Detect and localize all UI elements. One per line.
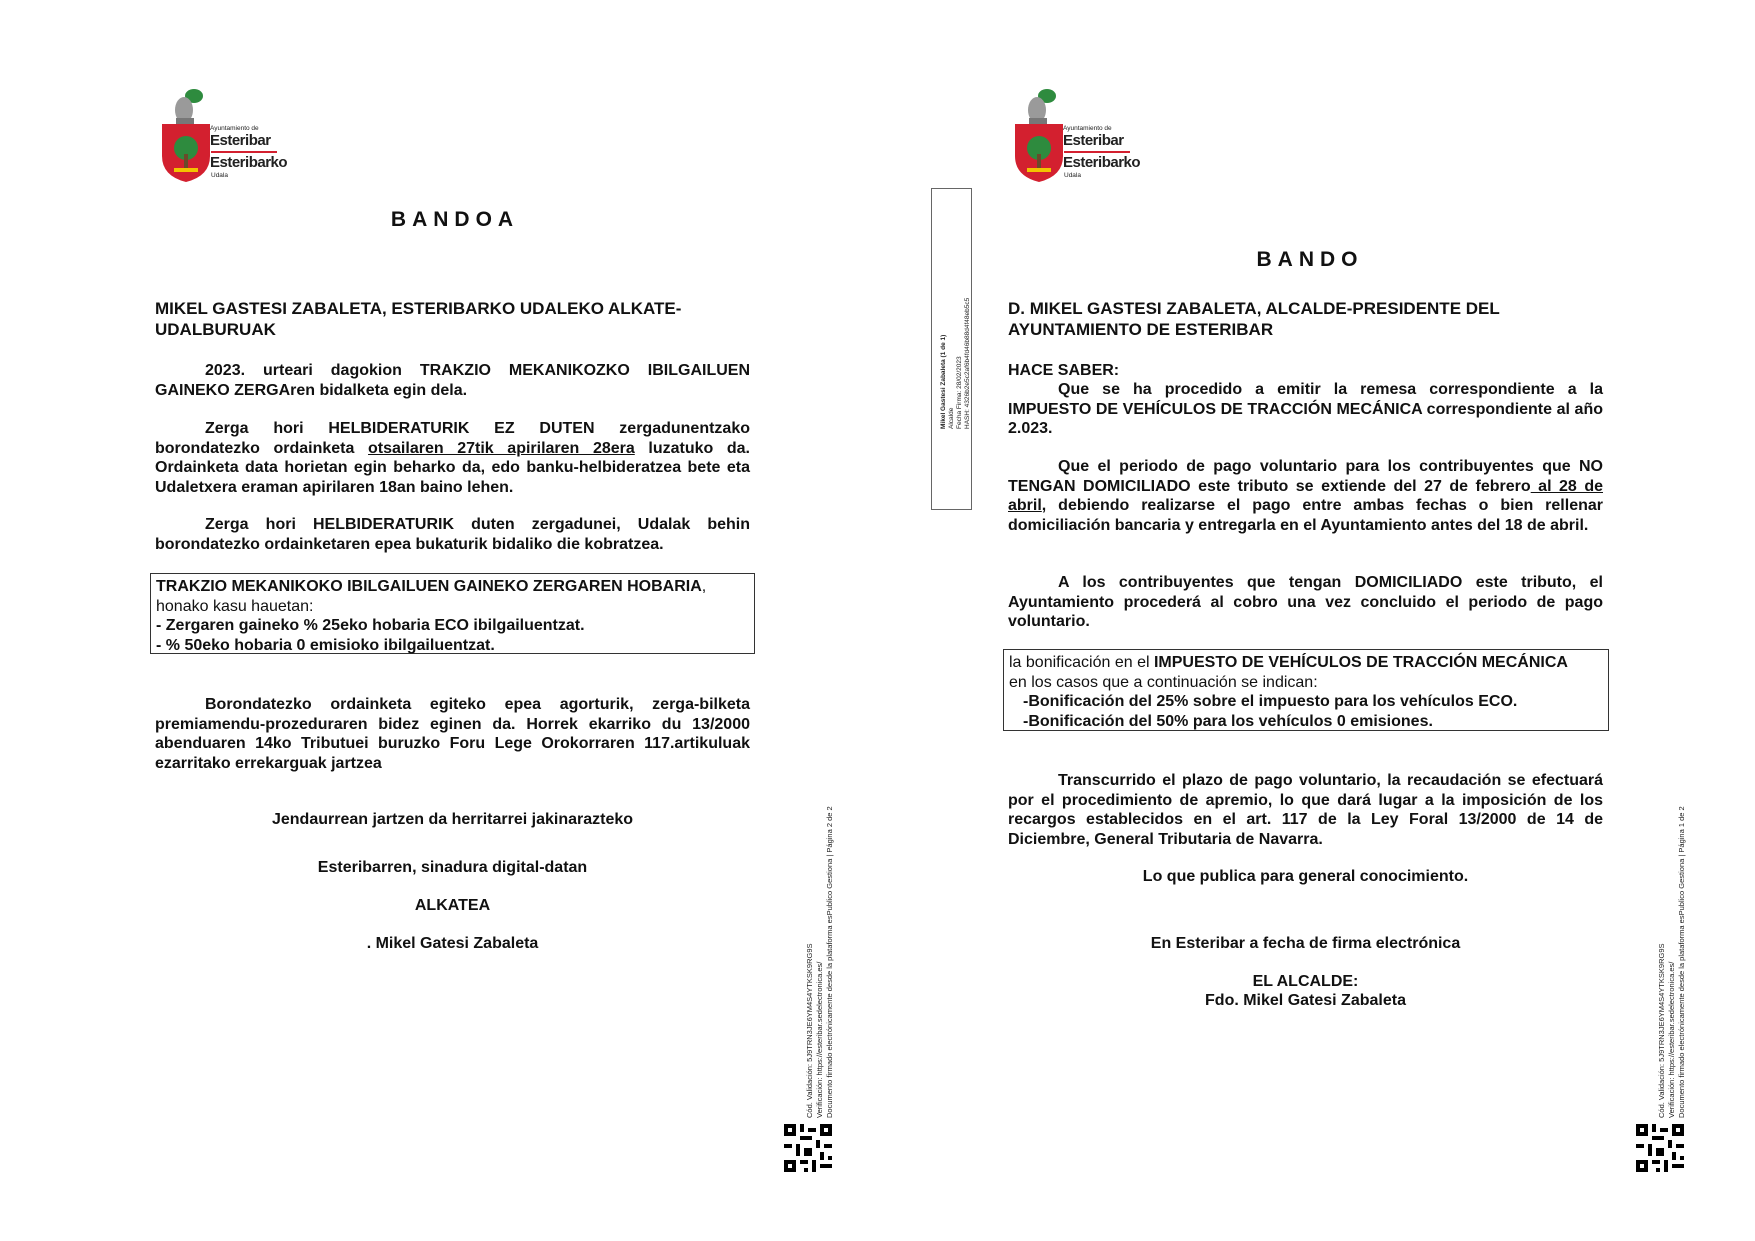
left-qr-code-icon <box>784 1124 832 1172</box>
stamp-role: Alcalde <box>948 407 955 429</box>
right-signatory-name: Fdo. Mikel Gatesi Zabaleta <box>1205 992 1406 1009</box>
signature-stamp <box>931 188 972 510</box>
right-closing-2: En Esteribar a fecha de firma electrónica <box>1150 935 1461 952</box>
left-heading: MIKEL GASTESI ZABALETA, ESTERIBARKO UDALEKO ALKATE-UDALBURUAK <box>155 299 682 339</box>
right-qr-code-icon <box>1636 1124 1684 1172</box>
logo-line1: Ayuntamiento de <box>210 125 259 132</box>
left-closing-1: Jendaurrean jartzen da herritarrei jakinarazteko <box>271 811 634 828</box>
right-paragraph-2: Que el periodo de pago voluntario para los contribuyentes que NO TENGAN DOMICILIADO este tributo se extiende del 27 de febrero al 28 de abril, debiendo realizarse el pago entre ambas fechas o bien rellenar domiciliación bancaria y entregarla en el Ayuntamiento antes del 18 de abril. <box>1008 458 1603 534</box>
right-paragraph-4: Transcurrido el plazo de pago voluntario, la recaudación se efectuará por el procedimiento de apremio, lo que dará lugar a la imposición de los recargos establecidos en el art. 117 de la Ley Foral 13/2000 de 14 de Diciembre, General Tributaria de Navarra. <box>1008 772 1603 848</box>
right-hace-saber: HACE SABER: <box>1008 362 1120 379</box>
right-heading: D. MIKEL GASTESI ZABALETA, ALCALDE-PRESIDENTE DEL AYUNTAMIENTO DE ESTERIBAR <box>1008 299 1500 339</box>
logo-line2: Esteribar <box>1063 132 1124 149</box>
right-paragraph-3: A los contribuyentes que tengan DOMICILIADO este tributo, el Ayuntamiento procederá al cobro una vez concluido el periodo de pago voluntario. <box>1008 574 1603 630</box>
logo-line3: Esteribarko <box>210 154 288 171</box>
left-paragraph-4: Borondatezko ordainketa egiteko epea agorturik, zerga-bilketa premiamendu-prozeduraren bidez eginen da. Horrek ekarriko du 13/2000 abenduaren 14ko Tributuei buruzko Foru Lege Orokorraren 117.artikuluak ezarritako errekarguak jartzea <box>155 696 750 772</box>
left-paragraph-1: 2023. urteari dagokion TRAKZIO MEKANIKOZKO IBILGAILUEN GAINEKO ZERGAren bidalketa egin dela. <box>155 362 750 399</box>
left-closing-2: Esteribarren, sinadura digital-datan <box>317 859 588 876</box>
right-bonus-box: la bonificación en el IMPUESTO DE VEHÍCULOS DE TRACCIÓN MECÁNICA en los casos que a continuación se indican: -Bonificación del 25% sobre el impuesto para los vehículos ECO. -Bonificación del 50% para los vehículos 0 emisiones. <box>1003 649 1609 731</box>
right-closing-1: Lo que publica para general conocimiento. <box>1142 868 1469 885</box>
stamp-hash: HASH: 4326b2e5c2af6b4fd46b88d4f48eb5c5 <box>964 297 971 429</box>
esteribar-logo-right <box>1013 88 1153 183</box>
coat-of-arms-icon <box>1013 88 1065 183</box>
left-page-title: BANDOA <box>390 208 520 231</box>
stamp-signer: Mikel Gastesi Zabaleta (1 de 1) <box>940 334 947 429</box>
logo-line1: Ayuntamiento de <box>1063 125 1112 132</box>
left-paragraph-2: Zerga hori HELBIDERATURIK EZ DUTEN zergadunentzako borondatezko ordainketa otsailaren 27tik apirilaren 28era luzatuko da. Ordainketa data horietan egin beharko da, edo banku-helbideratzea bete eta Udaletxera eraman apirilaren 18an baino lehen. <box>155 420 750 496</box>
right-paragraph-1: Que se ha procedido a emitir la remesa correspondiente a la IMPUESTO DE VEHÍCULOS DE TRACCIÓN MECÁNICA correspondiente al año 2.023. <box>1008 381 1603 437</box>
left-validation-text: Cód. Validación: 5J9TRN3JE6YM4S4YTKSK9RG9S Verificación: https://esteribar.sedelectronica.es/ Documento firmado electrónicamente desde la plataforma esPublico Gestiona | Página 2 de 2 <box>805 806 834 1118</box>
right-validation-text: Cód. Validación: 5J9TRN3JE6YM4S4YTKSK9RG9S Verificación: https://esteribar.sedelectronica.es/ Documento firmado electrónicamente desde la plataforma esPublico Gestiona | Página 1 de 2 <box>1657 806 1686 1118</box>
left-bonus-box: TRAKZIO MEKANIKOKO IBILGAILUEN GAINEKO ZERGAREN HOBARIA, honako kasu hauetan: - Zergaren gaineko % 25eko hobaria ECO ibilgailuentzat. - % 50eko hobaria 0 emisioko ibilgailuentzat. <box>150 573 755 654</box>
logo-line4: Udala <box>211 172 228 179</box>
logo-line3: Esteribarko <box>1063 154 1141 171</box>
right-signatory-title: EL ALCALDE: <box>1252 973 1359 990</box>
right-page-title: BANDO <box>1256 248 1364 271</box>
left-signatory-name: . Mikel Gatesi Zabaleta <box>366 935 539 952</box>
coat-of-arms-icon <box>160 88 212 183</box>
logo-divider <box>1064 151 1130 153</box>
left-paragraph-3: Zerga hori HELBIDERATURIK duten zergadunei, Udalak behin borondatezko ordainketaren epea bukaturik bidaliko die kobratzea. <box>155 516 750 553</box>
logo-line2: Esteribar <box>210 132 271 149</box>
esteribar-logo <box>160 88 300 183</box>
logo-divider <box>211 151 277 153</box>
left-signatory-title: ALKATEA <box>414 897 491 914</box>
logo-line4: Udala <box>1064 172 1081 179</box>
stamp-date: Fecha Firma: 28/02/2023 <box>956 356 963 429</box>
